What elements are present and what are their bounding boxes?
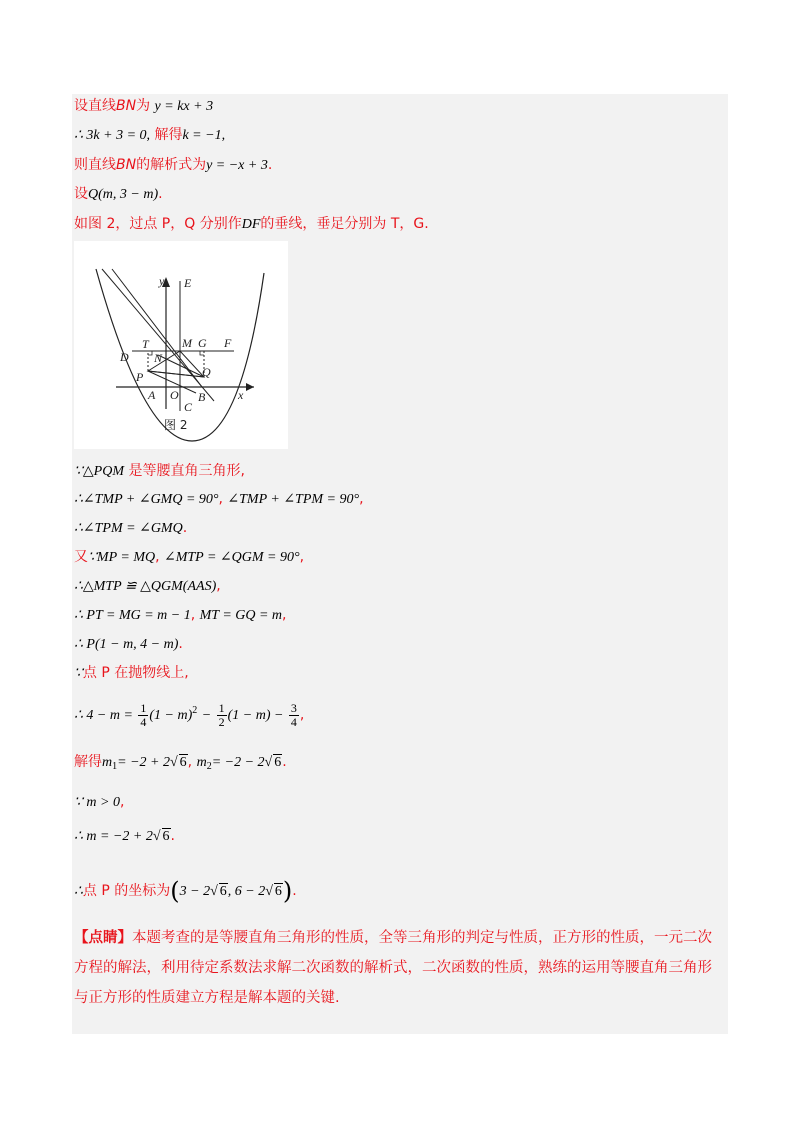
line-p-coordinates: ∴点 P 的坐标为(3 − 2√ 6, 6 − 2√ 6). <box>74 877 297 905</box>
line-figure-intro: 如图 2，过点 P，Q 分别作DF的垂线，垂足分别为 T，G. <box>74 216 429 232</box>
right-angle-g <box>200 351 204 355</box>
parabola-diagram <box>74 241 288 449</box>
label-m: M <box>182 336 192 350</box>
key-point-text: 本题考查的是等腰直角三角形的性质，全等三角形的判定与性质，正方形的性质，一元二次方程的解法，利用待定系数法求解二次函数的解析式，二次函数的性质，熟练的运用等腰直角三角形与正方形的性质建立方程是解本题的关键. <box>74 930 712 1006</box>
segment-pq <box>148 371 204 377</box>
key-point-comment <box>74 923 724 1013</box>
label-a: A <box>148 388 156 402</box>
label-d: D <box>120 350 129 364</box>
label-f: F <box>224 336 232 350</box>
label-x: x <box>238 388 244 402</box>
key-point-label: 【点睛】 <box>74 930 132 946</box>
label-b: B <box>198 390 206 404</box>
label-e: E <box>184 276 192 290</box>
line-mp-mq: 又∵MP = MQ, ∠MTP = ∠QGM = 90°, <box>74 549 305 565</box>
label-t: T <box>142 337 149 351</box>
line-point-p: ∴ P(1 − m, 4 − m). <box>74 636 183 652</box>
right-angle-t <box>148 351 152 355</box>
line-set-q: 设Q(m, 3 − m). <box>74 186 163 202</box>
label-q: Q <box>202 365 211 379</box>
line-set-bn: 设直线BN为 y = kx + 3 <box>74 98 214 114</box>
line-m-positive: ∵ m > 0, <box>74 794 125 810</box>
label-g: G <box>198 336 207 350</box>
line-isosceles: ∵△PQM 是等腰直角三角形, <box>74 463 245 479</box>
label-n: N <box>154 351 163 365</box>
line-bn-expression: 则直线BN的解析式为y = −x + 3. <box>74 157 273 173</box>
segment-nq <box>158 355 204 377</box>
line-congruent: ∴△MTP ≌ △QGM(AAS), <box>74 578 221 594</box>
line-p-on-parabola: ∵点 P 在抛物线上, <box>74 665 189 681</box>
line-solve-k: ∴ 3k + 3 = 0, 解得k = −1, <box>74 127 226 143</box>
figure-caption: 图 2 <box>164 418 188 432</box>
label-c: C <box>184 400 193 414</box>
x-axis-arrow <box>246 383 254 391</box>
line-angle-sums: ∴∠TMP + ∠GMQ = 90°, ∠TMP + ∠TPM = 90°, <box>74 491 364 507</box>
line-pt-mg: ∴ PT = MG = m − 1, MT = GQ = m, <box>74 607 287 623</box>
line-roots: 解得$m_1= -2 + 2√$ 6, $m_2= -2 - 2√$ 6. <box>74 754 287 772</box>
label-y: y <box>159 274 165 288</box>
label-p: P <box>136 370 144 384</box>
line-m-value: ∴ m = −2 + 2√ 6. <box>74 828 175 844</box>
geometry-figure <box>74 241 288 449</box>
line-angle-equal: ∴∠TPM = ∠GMQ. <box>74 520 188 536</box>
fraction-one-half: $\frac{1}{2}$ <box>218 700 225 729</box>
line-equation: ∴ 4 − m = $\frac{1}{4}$ $(1 - m)^2$ − $\frac{1}{2}$ (1 − m) − $\frac{3}{4}$ , <box>74 700 305 729</box>
fraction-three-quarters: $\frac{3}{4}$ <box>290 700 297 729</box>
fraction-one-quarter: $\frac{1}{4}$ <box>140 700 147 729</box>
label-o: O <box>170 388 179 402</box>
